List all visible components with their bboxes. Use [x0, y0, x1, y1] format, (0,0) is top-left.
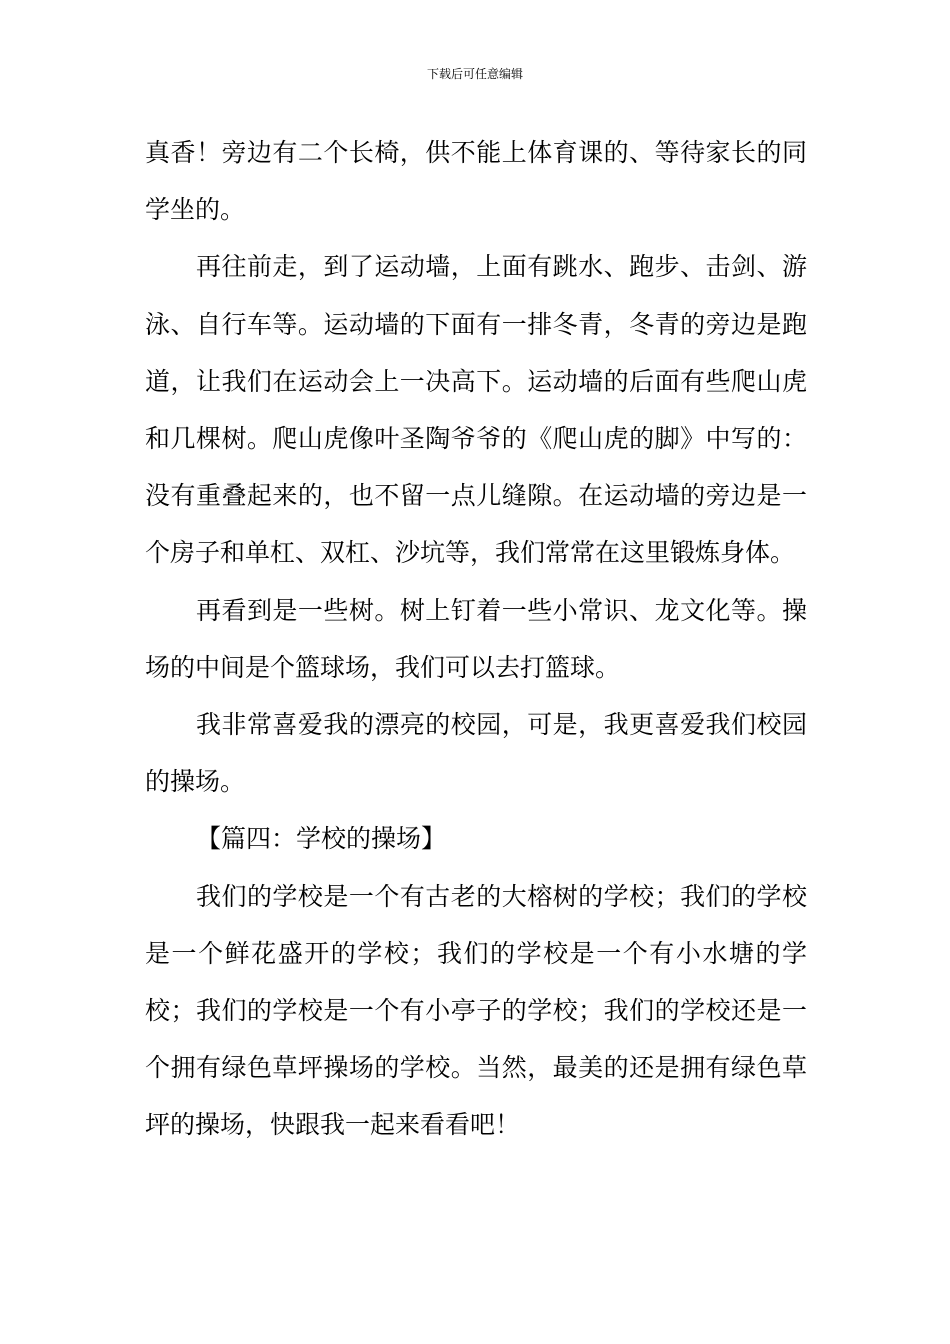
paragraph-sports-wall: 再往前走，到了运动墙，上面有跳水、跑步、击剑、游泳、自行车等。运动墙的下面有一排冬青，冬青的旁边是跑道，让我们在运动会上一决高下。运动墙的后面有些爬山虎和几棵树。爬山虎像叶圣陶爷爷的《爬山虎的脚》中写的：没有重叠起来的，也不留一点儿缝隙。在运动墙的旁边是一个房子和单杠、双杠、沙坑等，我们常常在这里锻炼身体。 [145, 252, 807, 568]
paragraph-love-campus: 我非常喜爱我的漂亮的校园，可是，我更喜爱我们校园的操场。 [145, 710, 807, 797]
paragraph-continuation: 真香！旁边有二个长椅，供不能上体育课的、等待家长的同学坐的。 [145, 138, 807, 225]
paragraph-our-school: 我们的学校是一个有古老的大榕树的学校；我们的学校是一个鲜花盛开的学校；我们的学校是一个有小水塘的学校；我们的学校是一个有小亭子的学校；我们的学校还是一个拥有绿色草坪操场的学校。当然，最美的还是拥有绿色草坪的操场，快跟我一起来看看吧！ [145, 881, 807, 1140]
section-title: 【篇四：学校的操场】 [196, 824, 447, 854]
page-header: 下载后可任意编辑 [426, 67, 523, 81]
paragraph-trees: 再看到是一些树。树上钉着一些小常识、龙文化等。操场的中间是个篮球场，我们可以去打篮球。 [145, 595, 807, 682]
document-body [145, 124, 807, 1154]
